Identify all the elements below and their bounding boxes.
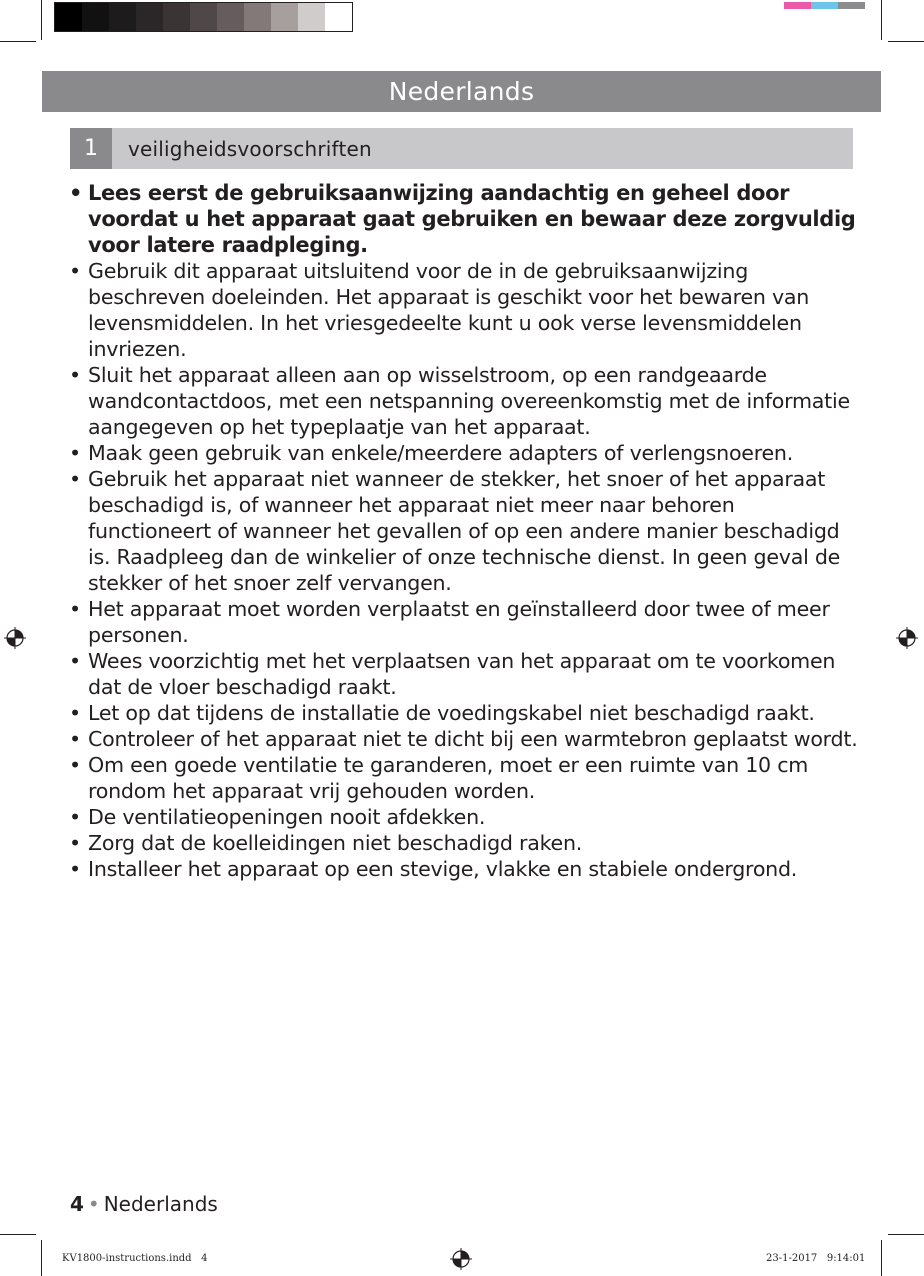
- color-swatch: [109, 3, 136, 31]
- list-item: [66, 466, 858, 596]
- page-footer: [70, 1192, 218, 1216]
- bullet-icon: •: [69, 753, 81, 777]
- bullet-icon: •: [69, 701, 81, 725]
- crop-mark-top-right-h: [888, 41, 924, 42]
- list-item: [66, 726, 858, 752]
- crop-mark-bottom-right-h: [888, 1234, 924, 1235]
- list-item: [66, 856, 858, 882]
- registration-mark-right-icon: [896, 627, 918, 649]
- color-swatch: [244, 3, 271, 31]
- list-item-text: Gebruik het apparaat niet wanneer de stekker, het snoer of het apparaat beschadigd is, of wanneer het apparaat niet meer naar behoren functioneert of wanneer het gevallen of op een andere manier beschadigd is. Raadpleeg dan de winkelier of onze technische dienst. In geen geval de stekker of het snoer zelf vervangen.: [88, 467, 841, 595]
- list-item: [66, 362, 858, 440]
- color-swatch: [136, 3, 163, 31]
- color-swatch: [298, 3, 325, 31]
- list-item: [66, 596, 858, 648]
- bullet-icon: •: [69, 649, 81, 673]
- slug-timestamp: 23-1-2017 9:14:01: [766, 1253, 866, 1264]
- bullet-icon: •: [69, 441, 81, 465]
- language-header-label: Nederlands: [388, 77, 535, 106]
- list-item: [66, 700, 858, 726]
- color-swatch: [55, 3, 82, 31]
- bullet-icon: •: [69, 467, 81, 491]
- color-swatch: [217, 3, 244, 31]
- process-color-bar: [784, 2, 865, 9]
- list-item-text: Controleer of het apparaat niet te dicht bij een warmtebron geplaatst wordt.: [88, 727, 858, 751]
- list-item: [66, 804, 858, 830]
- safety-instructions: [66, 180, 858, 882]
- list-item-text: Wees voorzichtig met het verplaatsen van het apparaat om te voorkomen dat de vloer beschadigd raakt.: [88, 649, 836, 699]
- list-item-text: Lees eerst de gebruiksaanwijzing aandachtig en geheel door voordat u het apparaat gaat gebruiken en bewaar deze zorgvuldig voor latere raadpleging.: [88, 181, 856, 257]
- grayscale-color-bar: [54, 2, 353, 32]
- list-item-text: Maak geen gebruik van enkele/meerdere adapters of verlengsnoeren.: [88, 441, 794, 465]
- list-item: [66, 440, 858, 466]
- registration-mark-bottom-icon: [450, 1248, 472, 1270]
- color-swatch: [190, 3, 217, 31]
- crop-mark-bottom-left: [41, 1240, 42, 1276]
- color-swatch: [784, 2, 811, 9]
- crop-mark-bottom-left-h: [0, 1234, 36, 1235]
- bullet-icon: •: [69, 259, 81, 283]
- list-item-text: De ventilatieopeningen nooit afdekken.: [88, 805, 486, 829]
- list-item-text: Gebruik dit apparaat uitsluitend voor de in de gebruiksaanwijzing beschreven doeleinden. Het apparaat is geschikt voor het bewaren van levensmiddelen. In het vriesgedeelte kunt u ook verse levensmiddelen invriezen.: [88, 259, 810, 361]
- list-item-text: Het apparaat moet worden verplaatst en geïnstalleerd door twee of meer personen.: [88, 597, 830, 647]
- color-swatch: [163, 3, 190, 31]
- registration-mark-left-icon: [4, 627, 26, 649]
- color-swatch: [271, 3, 298, 31]
- page-number: 4: [70, 1192, 84, 1216]
- color-swatch: [811, 2, 838, 9]
- bullet-icon: •: [69, 857, 81, 881]
- bullet-icon: •: [69, 831, 81, 855]
- list-item-text: Zorg dat de koelleidingen niet beschadigd raken.: [88, 831, 583, 855]
- list-item-text: Let op dat tijdens de installatie de voedingskabel niet beschadigd raakt.: [88, 701, 815, 725]
- list-item: [66, 180, 858, 258]
- footer-separator: •: [87, 1192, 100, 1216]
- list-item-text: Sluit het apparaat alleen aan op wisselstroom, op een randgeaarde wandcontactdoos, met een netspanning overeenkomstig met de informatie aangegeven op het typeplaatje van het apparaat.: [88, 363, 850, 439]
- list-item: [66, 258, 858, 362]
- crop-mark-top-right: [881, 0, 882, 40]
- list-item-text: Om een goede ventilatie te garanderen, moet er een ruimte van 10 cm rondom het apparaat vrij gehouden worden.: [88, 753, 809, 803]
- bullet-icon: •: [69, 805, 81, 829]
- slug-filename: KV1800-instructions.indd 4: [62, 1253, 208, 1264]
- crop-mark-bottom-right: [881, 1240, 882, 1276]
- list-item: [66, 830, 858, 856]
- crop-mark-top-left: [41, 0, 42, 40]
- instruction-list: [66, 180, 858, 882]
- footer-language: Nederlands: [103, 1192, 218, 1216]
- language-header: [42, 71, 881, 112]
- bullet-icon: •: [69, 727, 81, 751]
- bullet-icon: •: [69, 181, 83, 205]
- section-title: veiligheidsvoorschriften: [128, 136, 372, 161]
- bullet-icon: •: [69, 597, 81, 621]
- color-swatch: [82, 3, 109, 31]
- crop-mark-top-left-h: [0, 41, 36, 42]
- color-swatch: [325, 3, 352, 31]
- section-number: 1: [70, 128, 112, 169]
- list-item-text: Installeer het apparaat op een stevige, vlakke en stabiele ondergrond.: [88, 857, 798, 881]
- section-heading: [70, 128, 853, 169]
- color-swatch: [838, 2, 865, 9]
- list-item: [66, 648, 858, 700]
- list-item: [66, 752, 858, 804]
- bullet-icon: •: [69, 363, 81, 387]
